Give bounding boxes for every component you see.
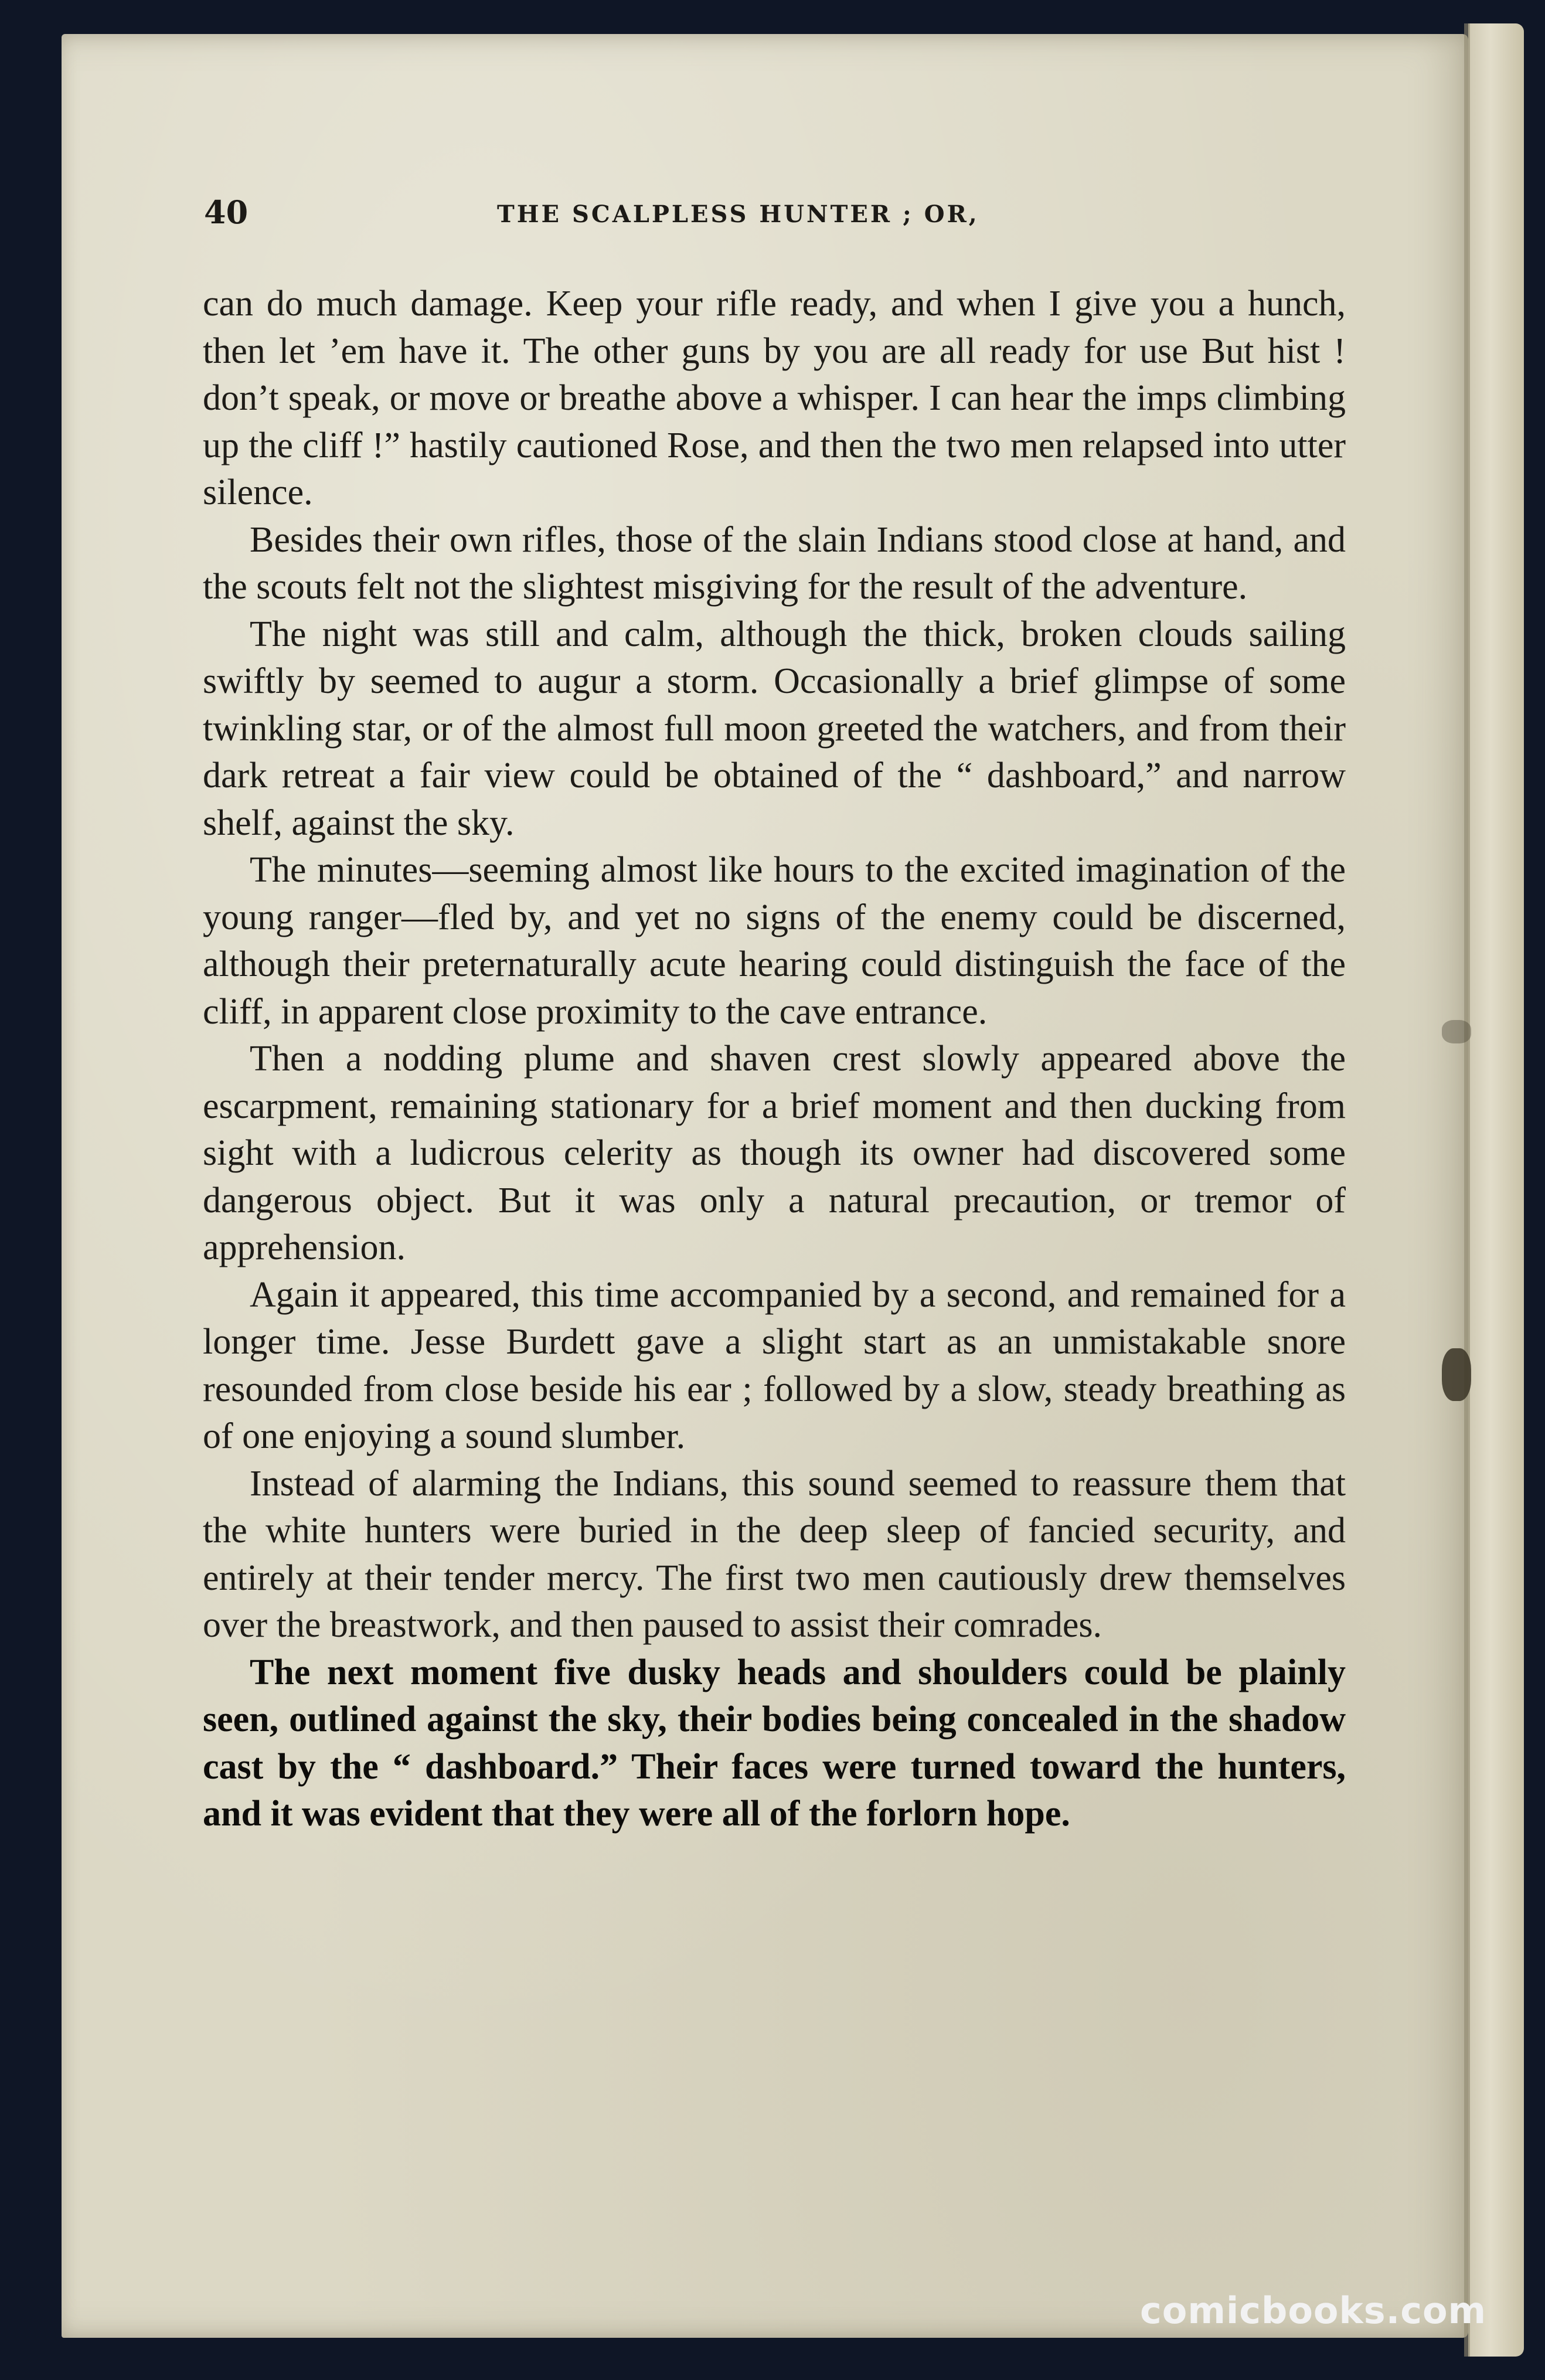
binding-hole-lower (1442, 1348, 1471, 1401)
body-text (203, 280, 1346, 1838)
paragraph-8: The next moment five dusky heads and shoulders could be plainly seen, outlined against the sky, their bodies being concealed in the shadow cast by the “ dashboard.” Their faces were turned toward the hunters, and it was evident that they were all of the forlorn hope. (203, 1652, 1346, 1834)
running-head (204, 193, 1353, 240)
page-number: 40 (204, 193, 249, 231)
page-fold-shadow (1464, 23, 1470, 2357)
binding-hole-upper (1442, 1020, 1471, 1043)
page-edge (1468, 23, 1524, 2357)
watermark: comicbooks.com (1140, 2289, 1487, 2332)
paragraph-2: Besides their own rifles, those of the slain Indians stood close at hand, and the scouts felt not the slightest misgiving for the result of the adventure. (203, 519, 1346, 607)
paragraph-4: The minutes—seeming almost like hours to the excited imagination of the young ranger—fled by, and yet no signs of the enemy could be discerned, although their preternaturally acute hearing could distinguish the face of the cliff, in apparent close proximity to the cave entrance. (203, 850, 1346, 1032)
paragraph-3: The night was still and calm, although the thick, broken clouds sailing swiftly by seemed to augur a storm. Occasionally a brief glimpse of some twinkling star, or of the almost full moon greeted the watchers, and from their dark retreat a fair view could be obtained of the “ dashboard,” and narrow shelf, against the sky. (203, 614, 1346, 843)
paragraph-5: Then a nodding plume and shaven crest slowly appeared above the escarpment, remaining stationary for a brief moment and then ducking from sight with a ludicrous celerity as though its owner had discovered some dangerous object. But it was only a natural precaution, or tremor of apprehension. (203, 1039, 1346, 1267)
paragraph-7: Instead of alarming the Indians, this sound seemed to reassure them that the white hunters were buried in the deep sleep of fancied security, and entirely at their tender mercy. The first two men cautiously drew themselves over the breastwork, and then paused to assist their comrades. (203, 1463, 1346, 1645)
running-title: THE SCALPLESS HUNTER ; OR, (497, 200, 979, 228)
paragraph-6: Again it appeared, this time accompanied by a second, and remained for a longer time. Jesse Burdett gave a slight start as an unmistakable snore resounded from close beside his ear ; followed by a slow, steady breathing as of one enjoying a sound slumber. (203, 1274, 1346, 1456)
paragraph-1: can do much damage. Keep your rifle ready, and when I give you a hunch, then let ’em have it. The other guns by you are all ready for use But hist ! don’t speak, or move or breathe above a whisper. I can hear the imps climbing up the cliff !” hastily cautioned Rose, and then the two men relapsed into utter silence. (203, 284, 1346, 512)
